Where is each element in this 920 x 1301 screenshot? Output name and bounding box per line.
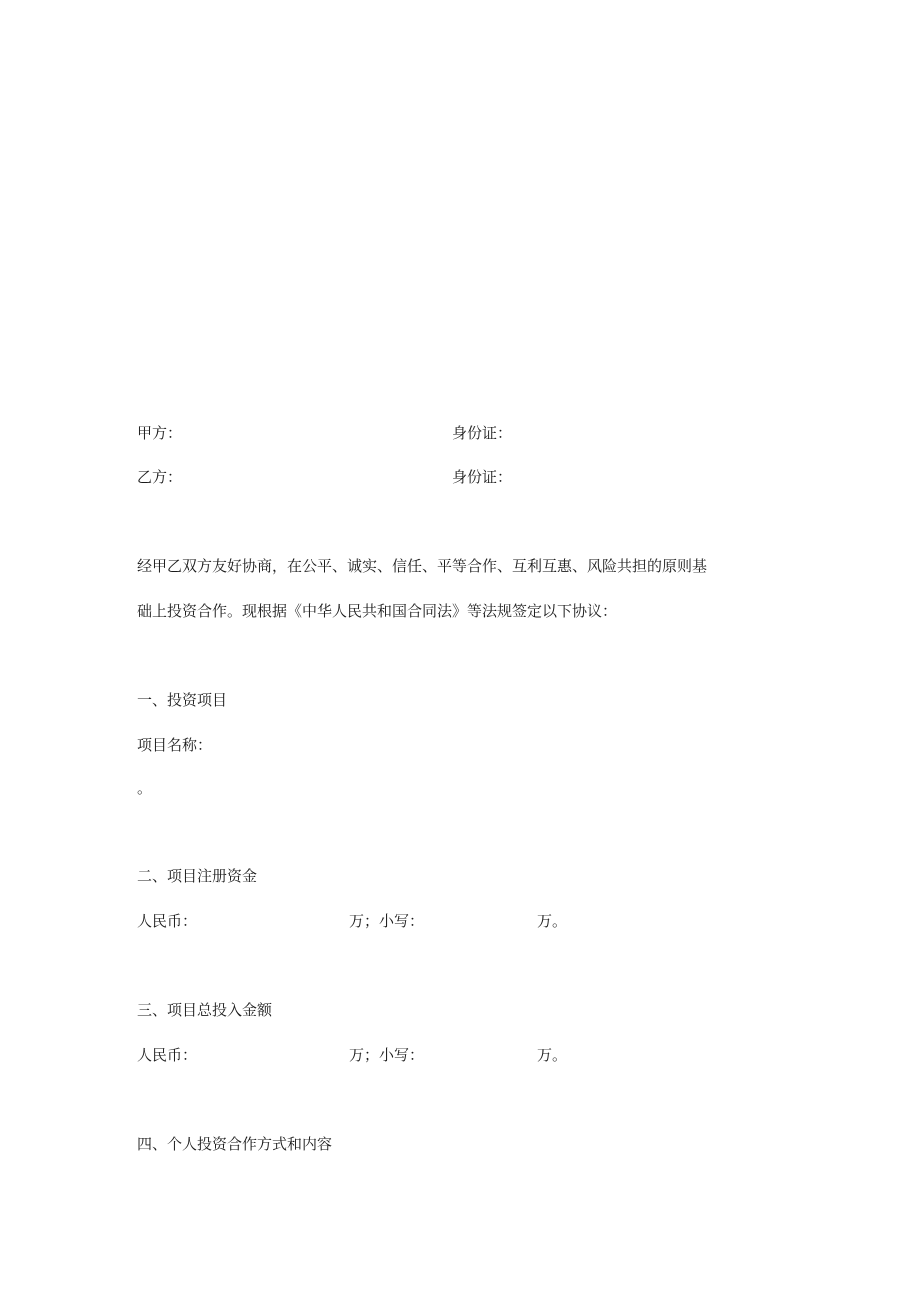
registered-capital-rmb-label: 人民币： <box>137 912 198 930</box>
party-b-id-label: 身份证： <box>452 468 513 486</box>
section-3-heading: 三、项目总投入金额 <box>137 1001 273 1019</box>
registered-capital-row <box>137 911 737 931</box>
party-a-id-label: 身份证： <box>452 424 513 442</box>
section-1-heading: 一、投资项目 <box>137 691 228 709</box>
registered-capital-lowercase-label: 万；小写： <box>349 912 425 930</box>
section-4-heading: 四、个人投资合作方式和内容 <box>137 1135 333 1153</box>
section-2-heading: 二、项目注册资金 <box>137 867 258 885</box>
preamble-line-2: 础上投资合作。现根据《中华人民共和国合同法》等法规签定以下协议： <box>137 602 618 620</box>
total-investment-rmb-label: 人民币： <box>137 1046 198 1064</box>
preamble-line-1: 经甲乙双方友好协商，在公平、诚实、信任、平等合作、互利互惠、风险共担的原则基 <box>137 557 708 575</box>
party-a-label: 甲方： <box>137 424 183 442</box>
total-investment-wan-end: 万。 <box>537 1046 568 1064</box>
party-b-label: 乙方： <box>137 468 183 486</box>
project-name-label: 项目名称： <box>137 736 213 754</box>
total-investment-lowercase-label: 万；小写： <box>349 1046 425 1064</box>
total-investment-row <box>137 1045 737 1065</box>
registered-capital-wan-end: 万。 <box>537 912 568 930</box>
project-name-period: 。 <box>137 779 153 797</box>
